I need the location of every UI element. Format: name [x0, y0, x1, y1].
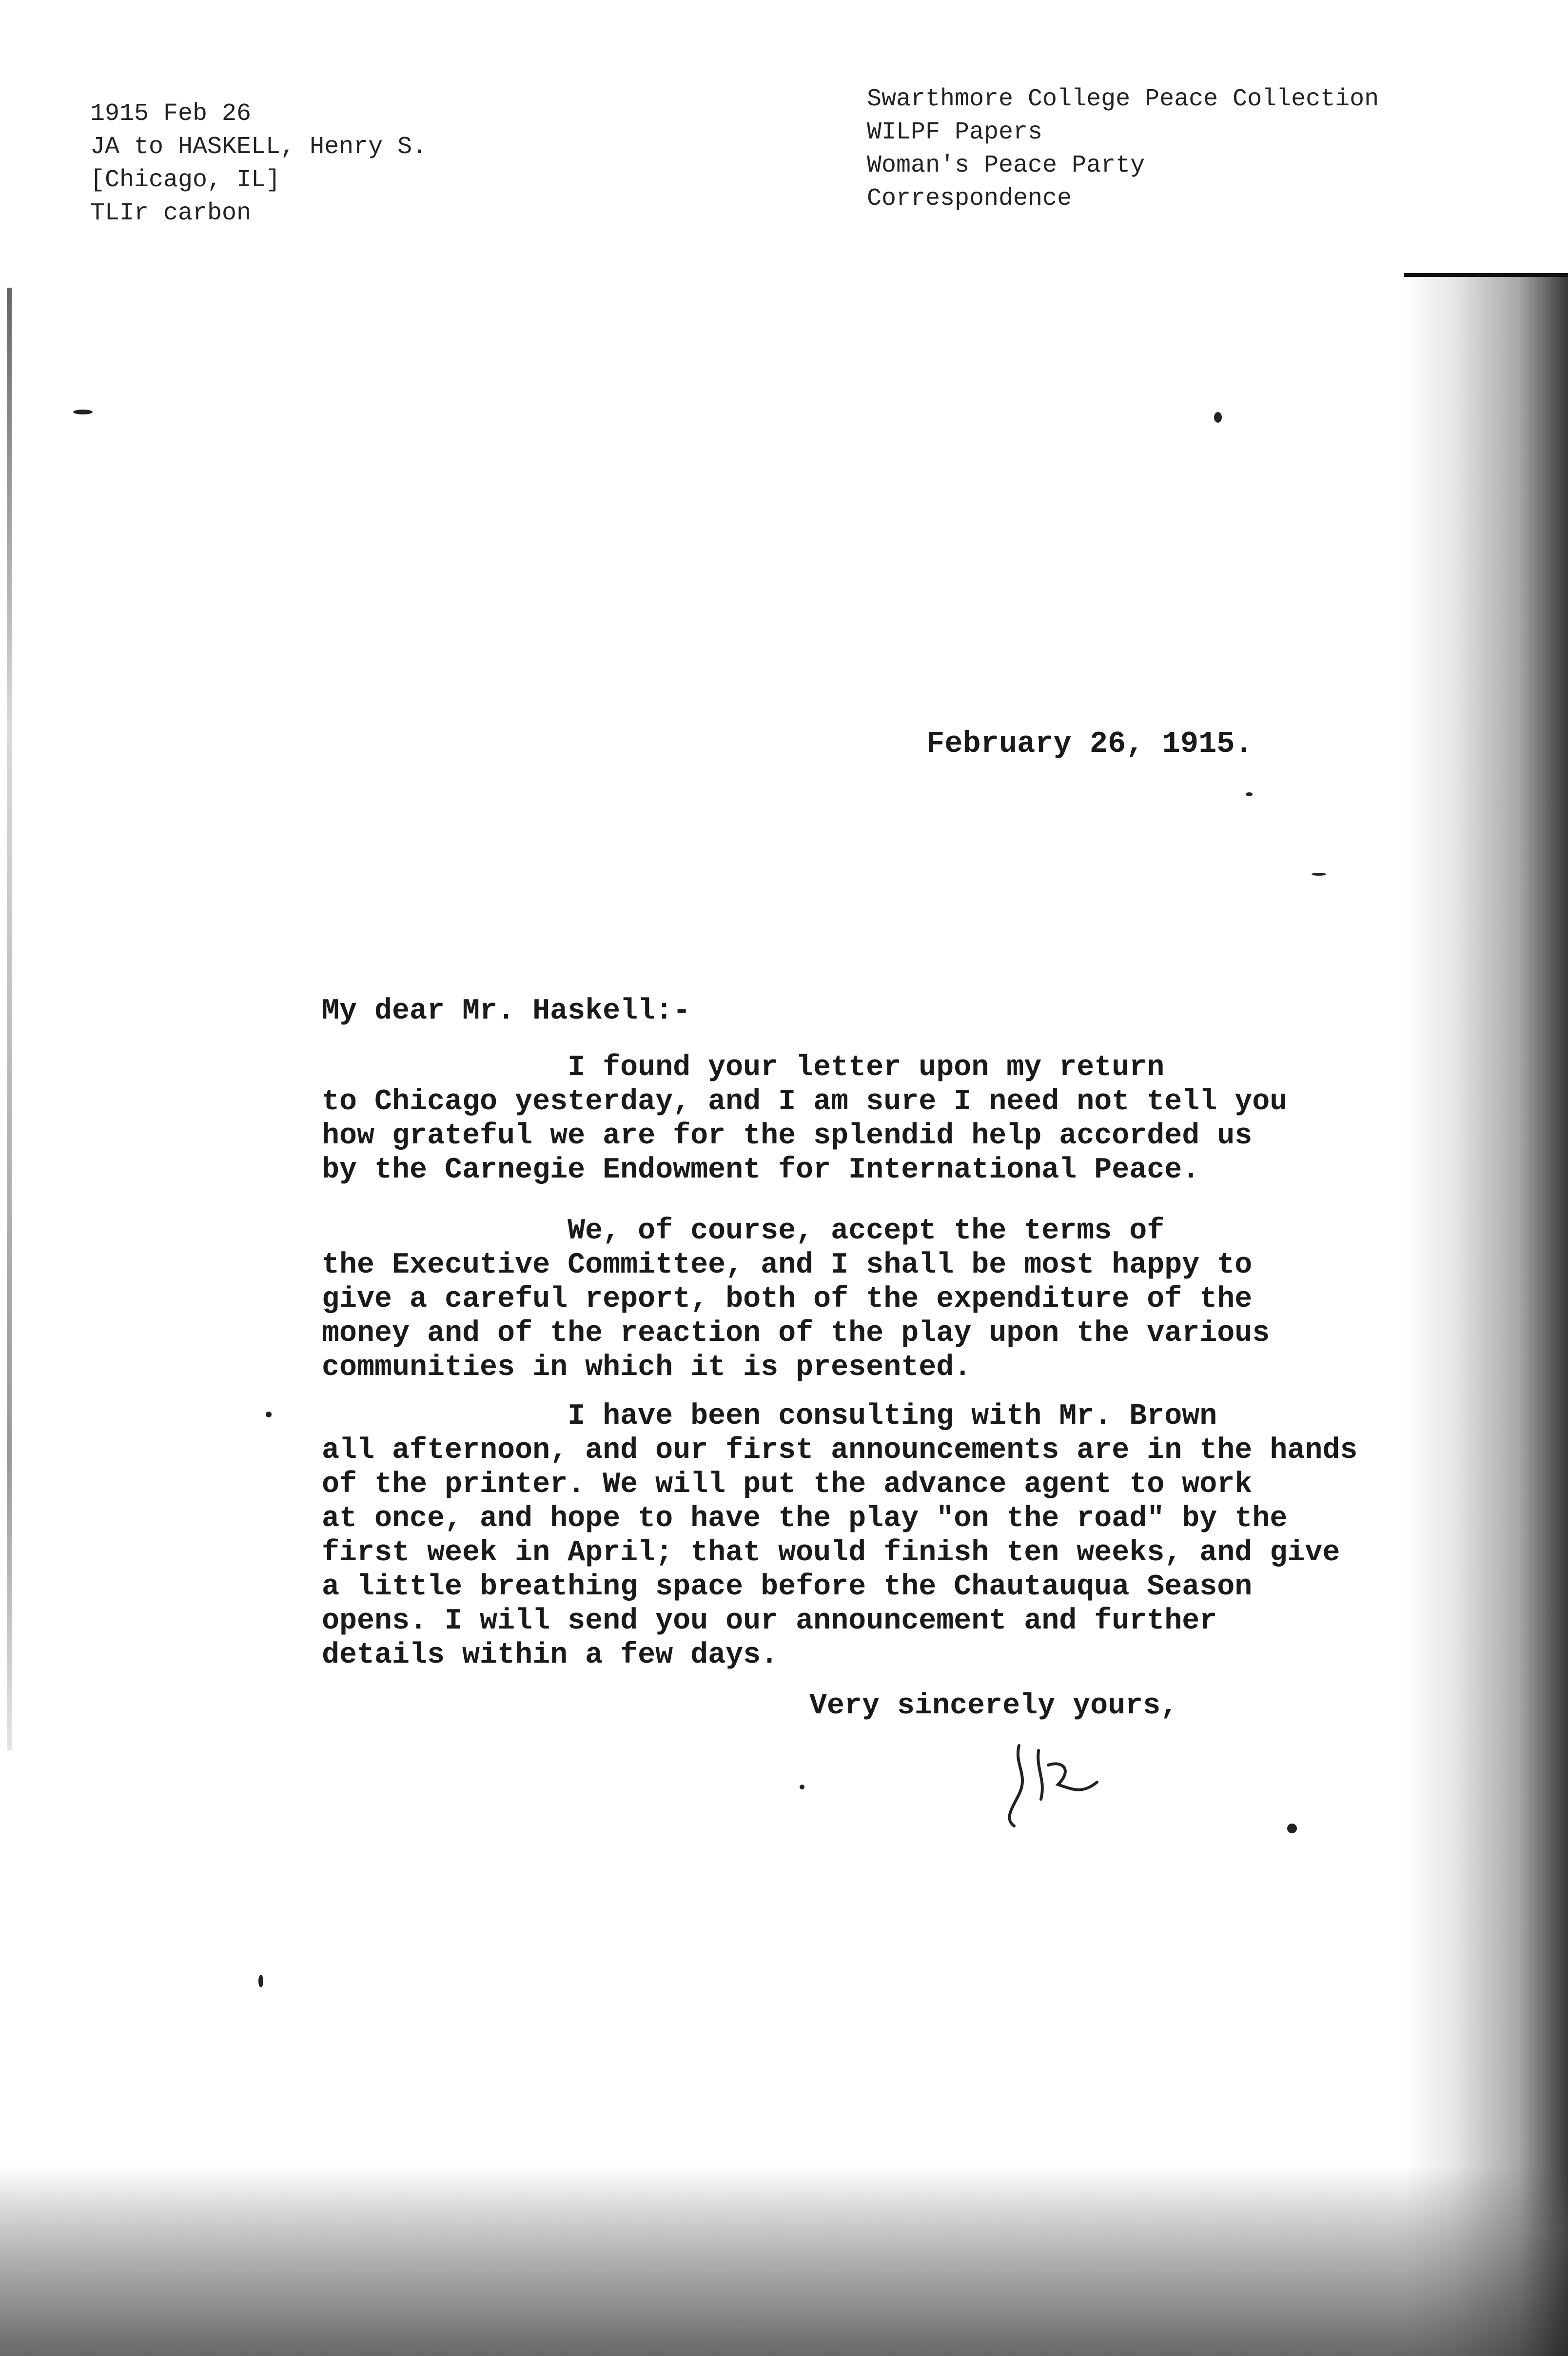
carbon-sheet-bottom-shadow	[0, 2165, 1568, 2356]
letter-paragraph-3	[322, 1399, 1357, 1672]
scan-speck	[1287, 1824, 1297, 1833]
scan-speck	[1246, 792, 1253, 796]
collection-name: Swarthmore College Peace Collection	[867, 85, 1379, 113]
paragraph-line: of the printer. We will put the advance agent to work	[322, 1468, 1253, 1501]
scan-speck	[73, 410, 93, 414]
paragraph-line: money and of the reaction of the play upon the various	[322, 1317, 1270, 1350]
archive-date: 1915 Feb 26	[90, 100, 252, 128]
paragraph-line: communities in which it is presented.	[322, 1351, 972, 1384]
scan-speck	[800, 1785, 804, 1789]
paragraph-line: opens. I will send you our announcement and further	[322, 1605, 1217, 1638]
scan-speck	[266, 1412, 272, 1417]
scan-speck	[1312, 873, 1326, 876]
archive-correspondents: JA to HASKELL, Henry S.	[90, 133, 427, 161]
carbon-sheet-edge	[1404, 273, 1568, 2356]
paragraph-line: the Executive Committee, and I shall be most happy to	[322, 1249, 1253, 1282]
archive-format: TLIr carbon	[90, 199, 252, 227]
paragraph-line: give a careful report, both of the expenditure of the	[322, 1283, 1253, 1316]
scan-speck	[258, 1975, 263, 1987]
letter-salutation: My dear Mr. Haskell:-	[322, 995, 691, 1028]
paragraph-line: by the Carnegie Endowment for International Peace.	[322, 1154, 1200, 1187]
archive-place: [Chicago, IL]	[90, 166, 281, 194]
collection-subseries: Correspondence	[867, 185, 1072, 213]
paragraph-line: to Chicago yesterday, and I am sure I need not tell you	[322, 1085, 1288, 1119]
paragraph-line: I have been consulting with Mr. Brown	[322, 1400, 1217, 1433]
handwritten-initials-signature	[1000, 1736, 1112, 1833]
letter-paragraph-2	[322, 1214, 1270, 1385]
carbon-sheet-top-edge	[1404, 273, 1568, 277]
letter-paragraph-1	[322, 1051, 1287, 1187]
archive-collection	[867, 83, 1379, 216]
paragraph-line: first week in April; that would finish ten weeks, and give	[322, 1536, 1340, 1570]
archive-citation	[90, 98, 427, 230]
letter-closing: Very sincerely yours,	[809, 1689, 1178, 1723]
collection-series: Woman's Peace Party	[867, 152, 1145, 179]
scan-speck	[1214, 412, 1222, 423]
paragraph-line: a little breathing space before the Chautauqua Season	[322, 1571, 1253, 1604]
letter-date: February 26, 1915.	[926, 726, 1253, 761]
scan-left-edge	[7, 288, 12, 1750]
paragraph-line: We, of course, accept the terms of	[322, 1215, 1165, 1248]
collection-papers: WILPF Papers	[867, 118, 1043, 146]
paragraph-line: details within a few days.	[322, 1639, 779, 1672]
paragraph-line: how grateful we are for the splendid help accorded us	[322, 1119, 1253, 1153]
paragraph-line: I found your letter upon my return	[322, 1051, 1165, 1084]
paragraph-line: at once, and hope to have the play "on the road" by the	[322, 1502, 1288, 1535]
paragraph-line: all afternoon, and our first announcements are in the hands	[322, 1434, 1358, 1467]
